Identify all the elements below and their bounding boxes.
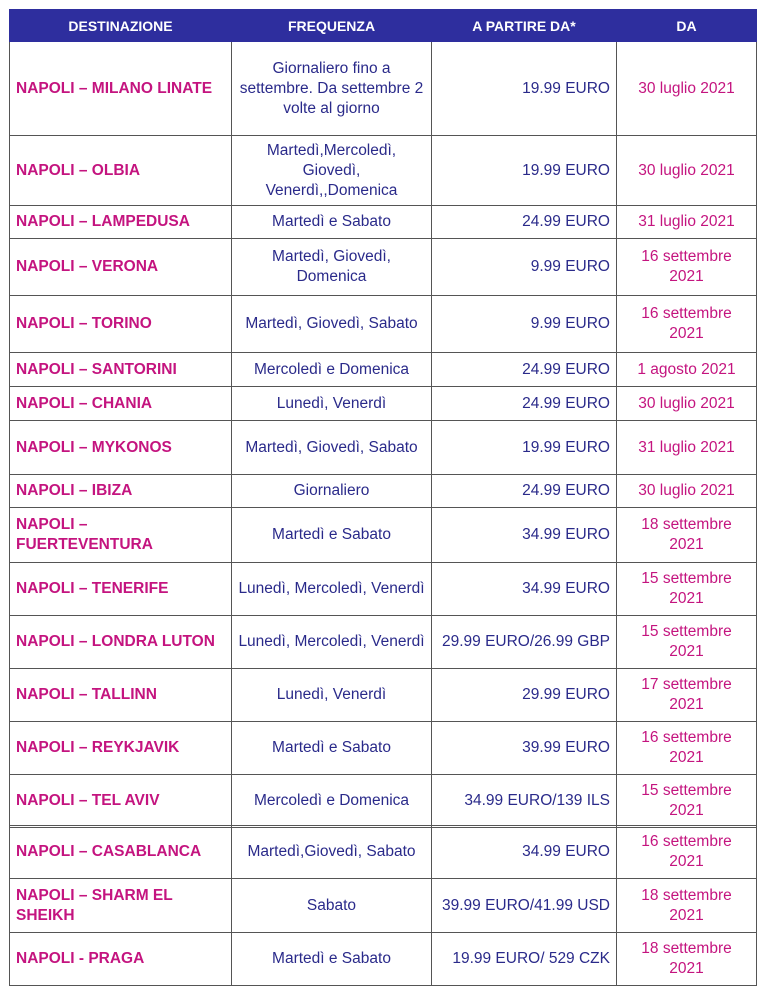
frequency-cell: Lunedì, Mercoledì, Venerdì [232,563,432,616]
price-cell: 34.99 EURO/139 ILS [432,775,617,828]
table-row [10,879,757,933]
price-cell: 19.99 EURO/ 529 CZK [432,933,617,986]
frequency-cell: Martedì e Sabato [232,508,432,563]
destination-cell: NAPOLI – MILANO LINATE [10,42,232,136]
flight-routes-table [9,9,757,828]
table-header-row [10,10,757,42]
price-cell: 39.99 EURO/41.99 USD [432,879,617,933]
start-date-cell: 18 settembre 2021 [617,879,757,933]
destination-cell: NAPOLI – CHANIA [10,387,232,421]
table-row [10,387,757,421]
destination-cell: NAPOLI – FUERTEVENTURA [10,508,232,563]
start-date-cell: 31 luglio 2021 [617,206,757,239]
destination-cell: NAPOLI – MYKONOS [10,421,232,475]
destination-cell: NAPOLI – TENERIFE [10,563,232,616]
price-cell: 24.99 EURO [432,387,617,421]
start-date-cell: 16 settembre 2021 [617,826,757,879]
table-row [10,669,757,722]
frequency-cell: Sabato [232,879,432,933]
flight-routes-body-continued [10,826,757,986]
price-cell: 29.99 EURO [432,669,617,722]
price-cell: 9.99 EURO [432,296,617,353]
frequency-cell: Martedì e Sabato [232,722,432,775]
flight-routes-body [10,42,757,828]
table-row [10,353,757,387]
price-cell: 34.99 EURO [432,826,617,879]
start-date-cell: 16 settembre 2021 [617,296,757,353]
destination-cell: NAPOLI – IBIZA [10,475,232,508]
destination-cell: NAPOLI - PRAGA [10,933,232,986]
start-date-cell: 17 settembre 2021 [617,669,757,722]
start-date-cell: 18 settembre 2021 [617,933,757,986]
frequency-cell: Giornaliero [232,475,432,508]
price-cell: 19.99 EURO [432,42,617,136]
start-date-cell: 16 settembre 2021 [617,239,757,296]
destination-cell: NAPOLI – TORINO [10,296,232,353]
start-date-cell: 15 settembre 2021 [617,616,757,669]
start-date-cell: 16 settembre 2021 [617,722,757,775]
frequency-cell: Martedì e Sabato [232,933,432,986]
table-row [10,475,757,508]
destination-cell: NAPOLI – SANTORINI [10,353,232,387]
frequency-cell: Lunedì, Venerdì [232,669,432,722]
table-row [10,296,757,353]
price-cell: 29.99 EURO/26.99 GBP [432,616,617,669]
frequency-cell: Martedì, Giovedì, Sabato [232,296,432,353]
table-row [10,508,757,563]
header-a-partire-da: A PARTIRE DA* [432,10,617,42]
flight-routes-table-continued [9,825,757,986]
destination-cell: NAPOLI – OLBIA [10,136,232,206]
frequency-cell: Martedì,Giovedì, Sabato [232,826,432,879]
destination-cell: NAPOLI – CASABLANCA [10,826,232,879]
price-cell: 19.99 EURO [432,136,617,206]
start-date-cell: 18 settembre 2021 [617,508,757,563]
price-cell: 24.99 EURO [432,353,617,387]
price-cell: 9.99 EURO [432,239,617,296]
frequency-cell: Martedì,Mercoledì, Giovedì, Venerdì,,Domenica [232,136,432,206]
table-row [10,933,757,986]
table-row [10,206,757,239]
table-row [10,136,757,206]
destination-cell: NAPOLI – TEL AVIV [10,775,232,828]
table-row [10,239,757,296]
start-date-cell: 30 luglio 2021 [617,387,757,421]
table-row [10,563,757,616]
header-destinazione: DESTINAZIONE [10,10,232,42]
price-cell: 19.99 EURO [432,421,617,475]
frequency-cell: Martedì e Sabato [232,206,432,239]
frequency-cell: Mercoledì e Domenica [232,353,432,387]
start-date-cell: 15 settembre 2021 [617,563,757,616]
frequency-cell: Mercoledì e Domenica [232,775,432,828]
price-cell: 24.99 EURO [432,206,617,239]
price-cell: 24.99 EURO [432,475,617,508]
destination-cell: NAPOLI – LONDRA LUTON [10,616,232,669]
price-cell: 34.99 EURO [432,563,617,616]
table-row [10,826,757,879]
destination-cell: NAPOLI – SHARM EL SHEIKH [10,879,232,933]
table-row [10,775,757,828]
table-row [10,42,757,136]
table-row [10,722,757,775]
frequency-cell: Giornaliero fino a settembre. Da settembre 2 volte al giorno [232,42,432,136]
start-date-cell: 1 agosto 2021 [617,353,757,387]
start-date-cell: 31 luglio 2021 [617,421,757,475]
frequency-cell: Lunedì, Venerdì [232,387,432,421]
start-date-cell: 30 luglio 2021 [617,475,757,508]
table-row [10,616,757,669]
start-date-cell: 30 luglio 2021 [617,42,757,136]
destination-cell: NAPOLI – LAMPEDUSA [10,206,232,239]
table-row [10,421,757,475]
start-date-cell: 15 settembre 2021 [617,775,757,828]
frequency-cell: Martedì, Giovedì, Domenica [232,239,432,296]
header-frequenza: FREQUENZA [232,10,432,42]
start-date-cell: 30 luglio 2021 [617,136,757,206]
header-da: DA [617,10,757,42]
destination-cell: NAPOLI – TALLINN [10,669,232,722]
frequency-cell: Martedì, Giovedì, Sabato [232,421,432,475]
destination-cell: NAPOLI – VERONA [10,239,232,296]
price-cell: 34.99 EURO [432,508,617,563]
frequency-cell: Lunedì, Mercoledì, Venerdì [232,616,432,669]
destination-cell: NAPOLI – REYKJAVIK [10,722,232,775]
price-cell: 39.99 EURO [432,722,617,775]
